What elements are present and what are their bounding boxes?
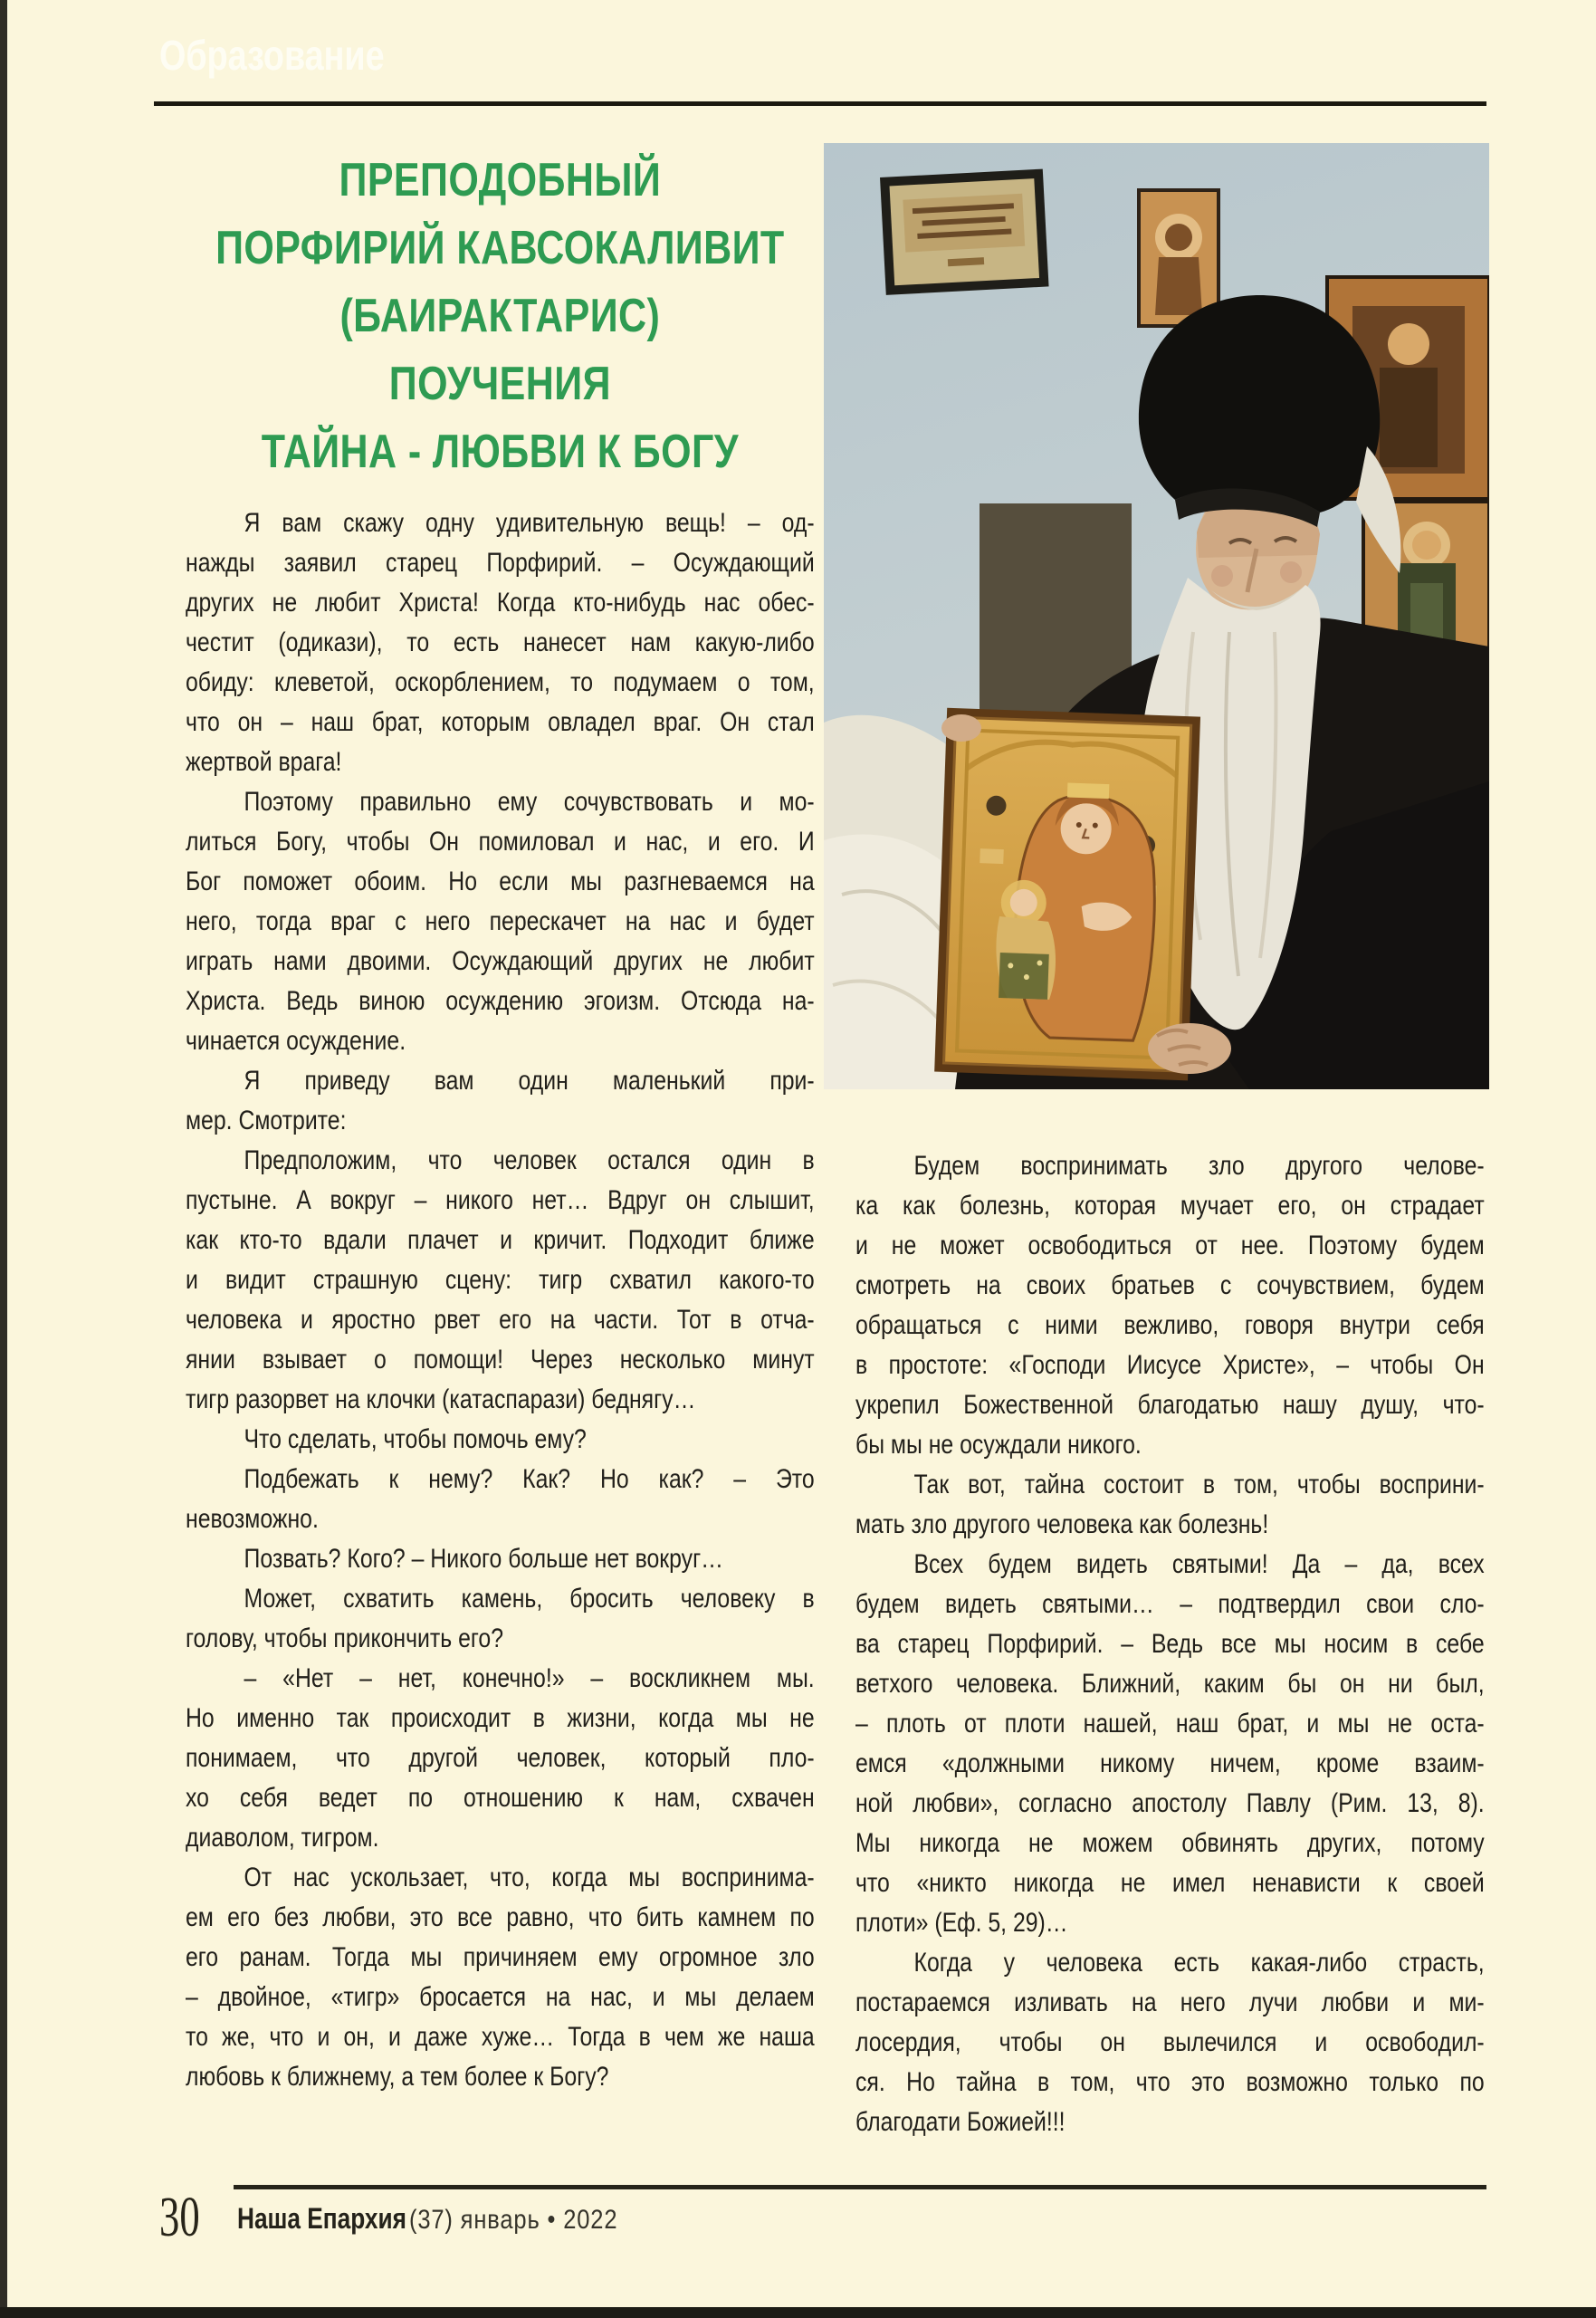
text-line: честит (одикази), то есть нанесет нам какую-либо: [186, 627, 815, 657]
text-line: бы мы не осуждали никого.: [855, 1430, 1142, 1460]
text-line: то же, что и он, и даже хуже… Тогда в чем же наша: [186, 2022, 815, 2052]
issue-info: (37) январь • 2022: [409, 2205, 618, 2235]
text-line: как кто-то вдали плачет и кричит. Подходит ближе: [186, 1225, 815, 1255]
title-line: ПОРФИРИЙ КАВСОКАЛИВИТ: [215, 222, 785, 274]
text-line: и не может освободиться от нее. Поэтому будем: [855, 1231, 1485, 1260]
text-line: постараемся изливать на него лучи любви и ми-: [855, 1988, 1485, 2017]
text-line: Предположим, что человек остался один в: [244, 1145, 815, 1175]
text-line: голову, чтобы прикончить его?: [186, 1624, 503, 1653]
elder-porphyrios-photo: [824, 143, 1489, 1089]
article-title: [186, 147, 815, 486]
text-line: тигр разорвет на клочки (катаспарази) беднягу…: [186, 1384, 696, 1414]
text-line: – двойное, «тигр» бросается на нас, и мы делаем: [186, 1982, 815, 2012]
footer-rule: [234, 2185, 1486, 2189]
text-line: Бог поможет обоим. Но если мы разгневаемся на: [186, 867, 815, 896]
text-line: невозможно.: [186, 1504, 319, 1534]
text-line: хо себя ведет по отношению к нам, схвачен: [186, 1783, 815, 1813]
paragraph: [855, 1545, 1485, 1943]
text-line: Мы никогда не можем обвинять других, потому: [855, 1828, 1485, 1858]
page-number: 30: [159, 2187, 200, 2248]
text-line: Так вот, тайна состоит в том, чтобы восприни-: [913, 1470, 1485, 1499]
paragraph: [186, 1141, 815, 1420]
text-line: благодати Божией!!!: [855, 2107, 1066, 2137]
text-line: ся. Но тайна в том, что это возможно только по: [855, 2067, 1485, 2097]
paragraph: [855, 1465, 1485, 1545]
text-line: Что сделать, чтобы помочь ему?: [244, 1424, 587, 1454]
text-line: других не любит Христа! Когда кто-нибудь нас обес-: [186, 588, 815, 618]
paragraph: [186, 1061, 815, 1141]
text-line: играть нами двоими. Осуждающий других не любит: [186, 946, 815, 976]
journal-name: Наша Епархия: [237, 2202, 406, 2235]
text-line: Я вам скажу одну удивительную вещь! – од-: [244, 508, 815, 538]
section-label: Образование: [159, 32, 385, 79]
text-line: его ранам. Тогда мы причиняем ему огромное зло: [186, 1942, 815, 1972]
text-line: любовь к ближнему, а тем более к Богу?: [186, 2062, 609, 2092]
header-rule: [154, 101, 1486, 106]
text-line: От нас ускользает, что, когда мы воспринима-: [244, 1863, 815, 1892]
text-line: ва старец Порфирий. – Ведь все мы носим в себе: [855, 1629, 1485, 1659]
paragraph: [186, 1579, 815, 1659]
text-line: укрепил Божественной благодатью нашу душу, что-: [855, 1390, 1485, 1420]
text-line: Когда у человека есть какая-либо страсть,: [913, 1948, 1485, 1978]
title-line: ПОУЧЕНИЯ: [388, 358, 611, 410]
theotokos-icon: [934, 708, 1200, 1081]
paragraph: [186, 1659, 815, 1858]
text-line: пустыне. А вокруг – никого нет… Вдруг он слышит,: [186, 1185, 815, 1215]
text-line: обиду: клеветой, оскорблением, то подумаем о том,: [186, 667, 815, 697]
text-line: него, тогда враг с него перескачет на нас и будет: [186, 906, 815, 936]
text-line: Всех будем видеть святыми! Да – да, всех: [913, 1549, 1485, 1579]
text-line: понимаем, что другой человек, который пло-: [186, 1743, 815, 1773]
text-line: ка как болезнь, которая мучает его, он страдает: [855, 1191, 1485, 1221]
text-line: мать зло другого человека как болезнь!: [855, 1509, 1269, 1539]
paragraph: [186, 503, 815, 782]
text-line: ветхого человека. Ближний, каким бы он ни был,: [855, 1669, 1485, 1699]
text-line: емся «должными никому ничем, кроме взаим-: [855, 1748, 1485, 1778]
paragraph: [186, 1858, 815, 2097]
text-line: человека и яростно рвет его на части. Тот в отча-: [186, 1305, 815, 1335]
text-line: Подбежать к нему? Как? Но как? – Это: [244, 1464, 815, 1494]
framed-plaque: [880, 169, 1049, 295]
text-line: мер. Смотрите:: [186, 1106, 347, 1135]
text-line: Позвать? Кого? – Никого больше нет вокруг…: [244, 1544, 723, 1574]
title-line: ПРЕПОДОБНЫЙ: [339, 154, 662, 206]
paragraph: [186, 782, 815, 1061]
left-column: [186, 503, 815, 2097]
text-line: и видит страшную сцену: тигр схватил какого-то: [186, 1265, 815, 1295]
text-line: ем его без любви, это все равно, что бить камнем по: [186, 1902, 815, 1932]
title-line: ТАЙНА - ЛЮБВИ К БОГУ: [261, 426, 739, 478]
text-line: янии взывает о помощи! Через несколько минут: [186, 1345, 815, 1375]
page-edge-left: [0, 0, 7, 2318]
page-edge-bottom: [0, 2307, 1596, 2318]
text-line: ной любви», согласно апостолу Павлу (Рим. 13, 8).: [855, 1788, 1485, 1818]
wall-icon-small: [1139, 190, 1219, 326]
paragraph: [186, 1539, 815, 1579]
text-line: обращаться с ними вежливо, говоря внутри себя: [855, 1310, 1485, 1340]
text-line: Но именно так происходит в жизни, когда мы не: [186, 1703, 815, 1733]
title-line: (БАИРАКТАРИС): [339, 290, 661, 342]
paragraph: [855, 1943, 1485, 2142]
text-line: в простоте: «Господи Иисусе Христе», – чтобы Он: [855, 1350, 1485, 1380]
text-line: Может, схватить камень, бросить человеку в: [244, 1584, 815, 1614]
text-line: Поэтому правильно ему сочувствовать и мо-: [244, 787, 815, 817]
paragraph: [186, 1460, 815, 1539]
text-line: чинается осуждение.: [186, 1026, 406, 1056]
text-line: Я приведу вам один маленький при-: [244, 1066, 815, 1096]
text-line: будем видеть святыми… – подтвердил свои сло-: [855, 1589, 1485, 1619]
monastic-cap: [1139, 295, 1380, 512]
paragraph: [186, 1420, 815, 1460]
text-line: жертвой врага!: [186, 747, 342, 777]
text-line: что «никто никогда не имел ненависти к своей: [855, 1868, 1485, 1898]
right-column: [855, 1146, 1485, 2142]
text-line: что он – наш брат, которым овладел враг. Он стал: [186, 707, 815, 737]
text-line: – «Нет – нет, конечно!» – воскликнем мы.: [244, 1663, 815, 1693]
text-line: Христа. Ведь виною осуждению эгоизм. Отсюда на-: [186, 986, 815, 1016]
text-line: нажды заявил старец Порфирий. – Осуждающий: [186, 548, 815, 578]
text-line: лосердия, чтобы он вылечился и освободил-: [855, 2027, 1485, 2057]
text-line: плоти» (Еф. 5, 29)…: [855, 1908, 1068, 1938]
text-line: Будем воспринимать зло другого челове-: [913, 1151, 1485, 1181]
paragraph: [855, 1146, 1485, 1465]
text-line: литься Богу, чтобы Он помиловал и нас, и его. И: [186, 827, 815, 857]
text-line: – плоть от плоти нашей, наш брат, и мы не оста-: [855, 1709, 1485, 1738]
text-line: смотреть на своих братьев с сочувствием, будем: [855, 1270, 1485, 1300]
text-line: диаволом, тигром.: [186, 1823, 379, 1853]
